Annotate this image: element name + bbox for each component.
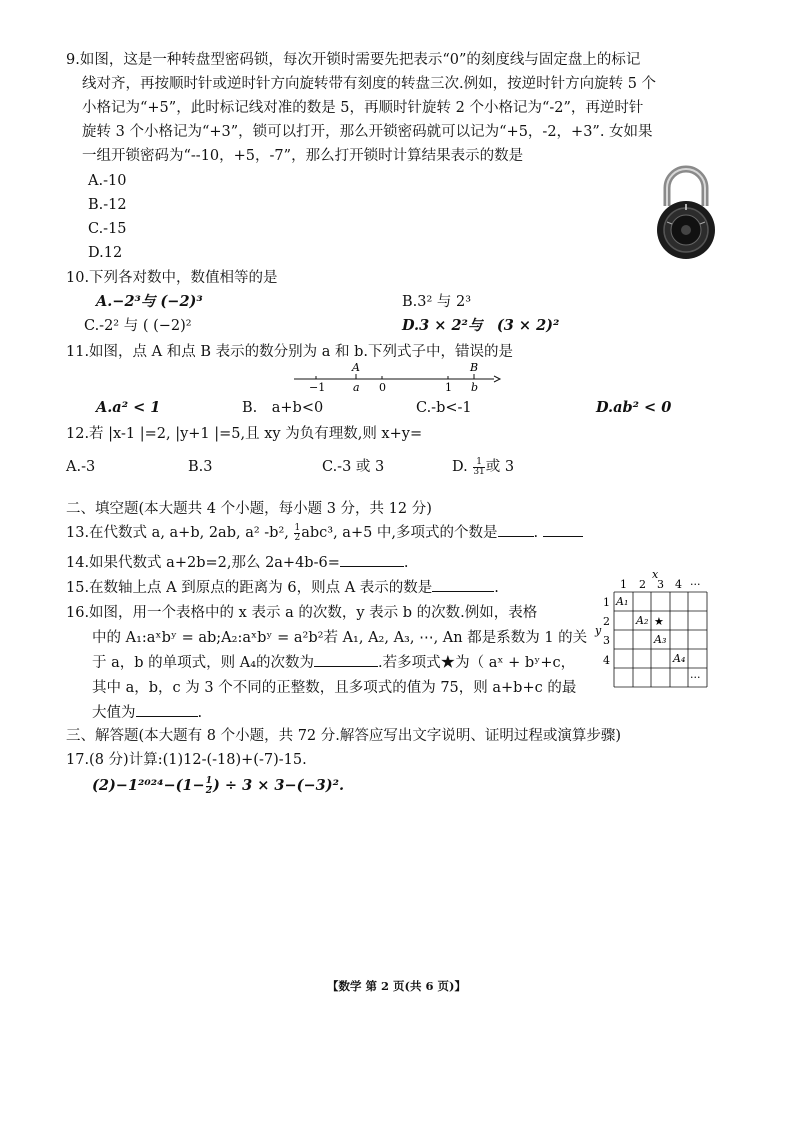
tick-label-b: b: [471, 381, 479, 394]
q16-answer-blank-2: [136, 702, 198, 717]
grid-col-4: 4: [675, 578, 682, 591]
q15-answer-blank: [432, 577, 494, 592]
grid-col-1: 1: [620, 578, 627, 591]
q10-option-b: B.3² 与 2³: [402, 294, 472, 310]
q13: 13.在代数式 a, a+b, 2ab, a² -b², $\frac{1}{2}$ abc³, a+5 中,多项式的个数是 .: [66, 521, 583, 545]
tick-label-0: 0: [379, 381, 386, 394]
q11-option-c: C.-b<-1: [416, 400, 472, 416]
grid-cell-a3: A₃: [654, 633, 667, 646]
q16-line2: 中的 A₁:aˣbʸ = ab;A₂:aˣbʸ = a²b²若 A₁, A₂, A₃, ⋯, An 都是系数为 1 的关: [92, 630, 588, 646]
point-label-a: A: [352, 361, 360, 374]
padlock-image: [655, 162, 717, 260]
grid-cell-a4: A₄: [673, 652, 686, 665]
q17-line1: 17.(8 分)计算:(1)12-(-18)+(-7)-15.: [66, 752, 307, 768]
q10-option-d: D.3 × 2²与 (3 × 2)²: [402, 317, 560, 334]
page-footer: 【数学 第 2 页(共 6 页)】: [327, 979, 466, 993]
q10-option-c: C.-2² 与 ( (−2)²: [84, 318, 192, 334]
q12-option-c: C.-3 或 3: [322, 459, 385, 475]
q11-option-a: A.a² < 1: [96, 399, 161, 416]
section2-heading: 二、填空题(本大题共 4 个小题，每小题 3 分，共 12 分): [66, 501, 432, 517]
grid-col-more: ···: [690, 578, 701, 591]
q16-line1: 16.如图，用一个表格中的 x 表示 a 的次数，y 表示 b 的次数.例如，表格: [66, 605, 538, 621]
grid-row-1: 1: [603, 596, 610, 609]
q16-line4: 其中 a，b，c 为 3 个不同的正整数，且多项式的值为 75，则 a+b+c 的最: [92, 680, 577, 696]
grid-x-label: x: [652, 568, 659, 581]
q9-line3: 小格记为“+5”，此时标记线对准的数是 5，再顺时针旋转 2 个小格记为“-2”，再逆时针: [82, 100, 644, 116]
grid-row-2: 2: [603, 615, 610, 628]
q11-option-b: B. a+b<0: [242, 400, 324, 416]
q10-stem: 10.下列各对数中，数值相等的是: [66, 270, 278, 286]
q9-option-a: A.-10: [88, 173, 127, 189]
number-line: [290, 362, 502, 394]
grid-row-3: 3: [603, 634, 610, 647]
q16-line3: 于 a，b 的单项式，则 A₄的次数为 .若多项式★为（ aˣ + bʸ+c，: [92, 651, 575, 675]
q12-stem: 12.若 |x-1 |=2, |y+1 |=5,且 xy 为负有理数,则 x+y=: [66, 426, 423, 442]
q11-option-d: D.ab² < 0: [596, 399, 672, 416]
grid-col-3: 3: [657, 578, 664, 591]
q16-answer-blank-1: [314, 652, 378, 667]
q9-line5: 一组开锁密码为“--10，+5，-7”，那么打开锁时计算结果表示的数是: [82, 148, 524, 164]
grid-row-4: 4: [603, 654, 610, 667]
q16-line5: 大值为 .: [92, 701, 202, 725]
q9-line1: 9.如图，这是一种转盘型密码锁，每次开锁时需要先把表示“0”的刻度线与固定盘上的标记: [66, 52, 641, 68]
q12-option-a: A.-3: [66, 459, 96, 475]
section3-heading: 三、解答题(本大题有 8 个小题，共 72 分.解答应写出文字说明、证明过程或演算步骤): [66, 728, 622, 744]
q9-option-d: D.12: [88, 245, 123, 261]
grid-cell-more: ···: [690, 671, 701, 684]
q12-option-b: B.3: [188, 459, 213, 475]
grid-cell-a2: A₂: [636, 614, 649, 627]
point-label-b: B: [470, 361, 479, 374]
q13-answer-blank: [498, 522, 534, 537]
q14-answer-blank: [340, 552, 404, 567]
tick-label-a: a: [353, 381, 360, 394]
q9-option-b: B.-12: [88, 197, 127, 213]
tick-label-1: 1: [445, 381, 452, 394]
grid-col-2: 2: [639, 578, 646, 591]
q15: 15.在数轴上点 A 到原点的距离为 6，则点 A 表示的数是 .: [66, 576, 499, 600]
q12-option-d: D. $\frac{1}{31}$ 或 3: [452, 456, 515, 477]
q17-line2: (2)−1²⁰²⁴−(1− $\frac{1}{2}$ ) ÷ 3 × 3−(−3)².: [92, 775, 345, 796]
q11-stem: 11.如图，点 A 和点 B 表示的数分别为 a 和 b.下列式子中，错误的是: [66, 344, 513, 360]
exponent-grid: [595, 568, 710, 692]
q13-answer-blank-2: [543, 522, 583, 537]
q14: 14.如果代数式 a+2b=2,那么 2a+4b-6= .: [66, 551, 408, 575]
grid-y-label: y: [595, 624, 602, 637]
tick-label-neg1: −1: [309, 381, 326, 394]
q9-line4: 旋转 3 个小格记为“+3”，锁可以打开，那么开锁密码就可以记为“+5，-2，+3”. 女如果: [82, 124, 653, 140]
grid-cell-a1: A₁: [616, 595, 629, 608]
q10-option-a: A.−2³与 (−2)³: [96, 293, 203, 310]
q9-option-c: C.-15: [88, 221, 127, 237]
grid-cell-star: ★: [654, 615, 664, 628]
q9-line2: 线对齐，再按顺时针或逆时针方向旋转带有刻度的转盘三次.例如，按逆时针方向旋转 5 个: [82, 76, 657, 92]
